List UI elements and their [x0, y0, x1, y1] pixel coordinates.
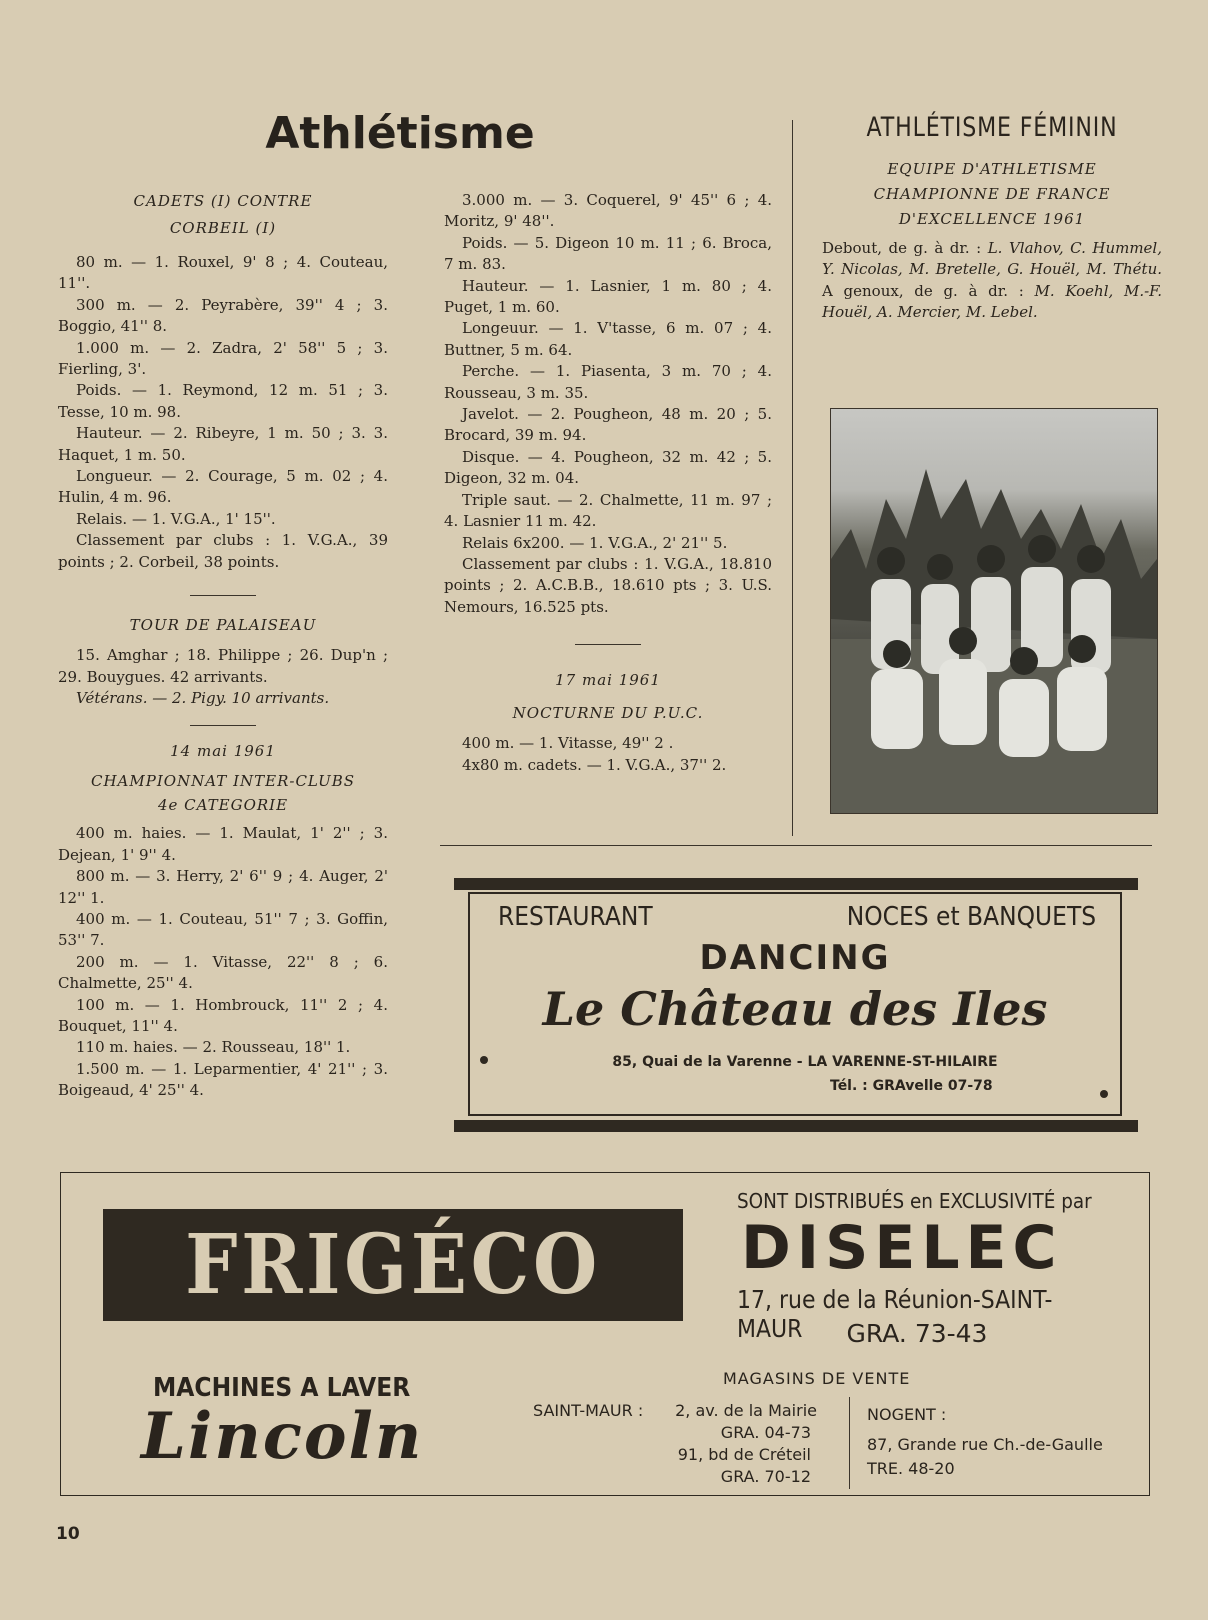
ad-bar-bottom	[454, 1120, 1138, 1132]
heading-line: D'EXCELLENCE 1961	[898, 210, 1086, 228]
result-line: Disque. — 4. Pougheon, 32 m. 42 ; 5. Digeon, 32 m. 04.	[444, 447, 772, 488]
stmaur-store-1: 2, av. de la Mairie	[675, 1401, 817, 1420]
restaurant-ad	[454, 878, 1138, 1132]
column-1	[58, 188, 388, 1102]
heading-line: CADETS (I) CONTRE	[133, 192, 313, 210]
ad-frame	[468, 892, 1122, 1116]
feminin-title: ATHLÉTISME FÉMININ	[866, 112, 1118, 143]
column-2	[444, 190, 772, 776]
result-line: Triple saut. — 2. Chalmette, 11 m. 97 ; 4. Lasnier 11 m. 42.	[444, 490, 772, 531]
heading-line: 4e CATEGORIE	[157, 796, 289, 815]
result-line: 80 m. — 1. Rouxel, 9' 8 ; 4. Couteau, 11''.	[58, 253, 388, 293]
noces-label: NOCES et BANQUETS	[846, 902, 1096, 932]
result-line: Perche. — 1. Piasenta, 3 m. 70 ; 4. Rousseau, 3 m. 35.	[444, 362, 772, 402]
section-divider	[440, 845, 1152, 846]
address: 85, Quai de la Varenne - LA VARENNE-ST-HILAIRE	[612, 1054, 998, 1070]
result-line: Javelot. — 2. Pougheon, 48 m. 20 ; 5. Brocard, 39 m. 94.	[444, 405, 772, 445]
ad-bar-top	[454, 878, 1138, 890]
result-line: 400 m. — 1. Couteau, 51'' 7 ; 3. Goffin, 53'' 7.	[58, 909, 388, 950]
machines-label: MACHINES A LAVER	[153, 1373, 411, 1403]
date-14-mai: 14 mai 1961	[170, 742, 276, 761]
result-line: 1.000 m. — 2. Zadra, 2' 58'' 5 ; 3. Fierling, 3'.	[58, 338, 388, 379]
column-divider	[792, 120, 793, 836]
heading-equipe	[822, 157, 1162, 232]
frigeco-brand: FRIGÉCO	[185, 1217, 601, 1313]
nogent-label: NOGENT :	[867, 1405, 947, 1424]
bullet-icon	[1100, 1090, 1108, 1098]
result-line: 400 m. haies. — 1. Maulat, 1' 2'' ; 3. Dejean, 1' 9'' 4.	[58, 824, 388, 864]
result-line: Poids. — 5. Digeon 10 m. 11 ; 6. Broca, 7 m. 83.	[444, 233, 772, 274]
date-17-mai: 17 mai 1961	[555, 671, 661, 690]
result-line: 800 m. — 3. Herry, 2' 6'' 9 ; 4. Auger, 2' 12'' 1.	[58, 867, 388, 907]
page-number: 10	[56, 1524, 80, 1544]
heading-line: EQUIPE D'ATHLETISME	[887, 160, 1097, 178]
restaurant-label: RESTAURANT	[498, 902, 653, 932]
result-line: Hauteur. — 2. Ribeyre, 1 m. 50 ; 3. 3. Haquet, 1 m. 50.	[58, 424, 388, 464]
column-3	[822, 112, 1162, 324]
diselec-tel: GRA. 73-43	[846, 1319, 988, 1348]
result-line: Hauteur. — 1. Lasnier, 1 m. 80 ; 4. Puget, 1 m. 60.	[444, 276, 772, 317]
bullet-icon	[480, 1056, 488, 1064]
result-line: 400 m. — 1. Vitasse, 49'' 2 .	[462, 734, 674, 753]
heading-inter-clubs	[58, 769, 388, 817]
result-line: 3.000 m. — 3. Coquerel, 9' 45'' 6 ; 4. Moritz, 9' 48''.	[444, 191, 772, 231]
result-line: Relais 6x200. — 1. V.G.A., 2' 21'' 5.	[462, 533, 728, 552]
caption-part: Debout, de g. à dr. :	[822, 239, 988, 257]
stmaur-store-2-tel: GRA. 70-12	[720, 1467, 811, 1486]
result-line: 200 m. — 1. Vitasse, 22'' 8 ; 6. Chalmette, 25'' 4.	[58, 952, 388, 993]
page-title: Athlétisme	[265, 108, 535, 159]
result-line: Classement par clubs : 1. V.G.A., 18.810 points ; 2. A.C.B.B., 18.610 pts ; 3. U.S. Nemours, 16.525 pts.	[444, 554, 772, 616]
distributed-label: SONT DISTRIBUÉS en EXCLUSIVITÉ par	[737, 1189, 1092, 1213]
result-line: Poids. — 1. Reymond, 12 m. 51 ; 3. Tesse, 10 m. 98.	[58, 381, 388, 421]
result-line: 300 m. — 2. Peyrabère, 39'' 4 ; 3. Boggio, 41'' 8.	[58, 295, 388, 336]
result-line: Relais. — 1. V.G.A., 1' 15''.	[76, 509, 276, 528]
result-line: Classement par clubs : 1. V.G.A., 39 points ; 2. Corbeil, 38 points.	[58, 531, 388, 571]
store-divider	[849, 1397, 850, 1489]
stmaur-store-1-tel: GRA. 04-73	[720, 1423, 811, 1442]
heading-line: CHAMPIONNAT INTER-CLUBS	[90, 772, 356, 791]
frigeco-ad	[60, 1172, 1150, 1496]
nogent-address: 87, Grande rue Ch.-de-Gaulle	[867, 1435, 1103, 1454]
caption-part: A genoux, de g. à dr. :	[822, 281, 1035, 300]
result-line: 4x80 m. cadets. — 1. V.G.A., 37'' 2.	[462, 755, 727, 774]
team-photo-illustration	[831, 409, 1157, 813]
chateau-name: Le Château des Iles	[542, 982, 1048, 1036]
result-line: Longueur. — 2. Courage, 5 m. 02 ; 4. Hulin, 4 m. 96.	[58, 467, 388, 507]
lincoln-logo: Lincoln	[141, 1399, 424, 1474]
frigeco-logo	[103, 1209, 683, 1321]
nogent-tel: TRE. 48-20	[867, 1459, 955, 1478]
heading-line: CORBEIL (I)	[169, 219, 277, 237]
heading-cadets	[58, 188, 388, 242]
heading-nocturne: NOCTURNE DU P.U.C.	[512, 704, 704, 723]
result-line: 110 m. haies. — 2. Rousseau, 18'' 1.	[76, 1038, 351, 1057]
diselec-address: 17, rue de la Réunion-SAINT-MAUR	[737, 1285, 1053, 1343]
photo-caption	[822, 238, 1162, 324]
result-line: 100 m. — 1. Hombrouck, 11'' 2 ; 4. Bouquet, 11'' 4.	[58, 995, 388, 1035]
phone: Tél. : GRAvelle 07-78	[830, 1078, 993, 1094]
stmaur-label: SAINT-MAUR :	[533, 1401, 644, 1420]
result-line: Longeuur. — 1. V'tasse, 6 m. 07 ; 4. Buttner, 5 m. 64.	[444, 319, 772, 359]
result-line: 15. Amghar ; 18. Philippe ; 26. Dup'n ; 29. Bouygues. 42 arrivants.	[58, 646, 388, 686]
caption-names: M. Koehl, M.-F. Houël, A. Mercier, M. Lebel.	[822, 281, 1162, 322]
magasins-label: MAGASINS DE VENTE	[723, 1369, 911, 1388]
stmaur-store-2: 91, bd de Créteil	[677, 1445, 811, 1464]
team-photo	[830, 408, 1158, 814]
heading-palaiseau: TOUR DE PALAISEAU	[129, 616, 317, 635]
result-line: Vétérans. — 2. Pigy. 10 arrivants.	[76, 688, 330, 707]
caption-names: L. Vlahov, C. Hummel, Y. Nicolas, M. Bretelle, G. Houël, M. Thétu.	[822, 239, 1163, 279]
heading-line: CHAMPIONNE DE FRANCE	[873, 185, 1111, 203]
result-line: 1.500 m. — 1. Leparmentier, 4' 21'' ; 3. Boigeaud, 4' 25'' 4.	[58, 1059, 388, 1100]
diselec-logo: DISELEC	[741, 1213, 1063, 1283]
dancing-label: DANCING	[699, 938, 891, 978]
